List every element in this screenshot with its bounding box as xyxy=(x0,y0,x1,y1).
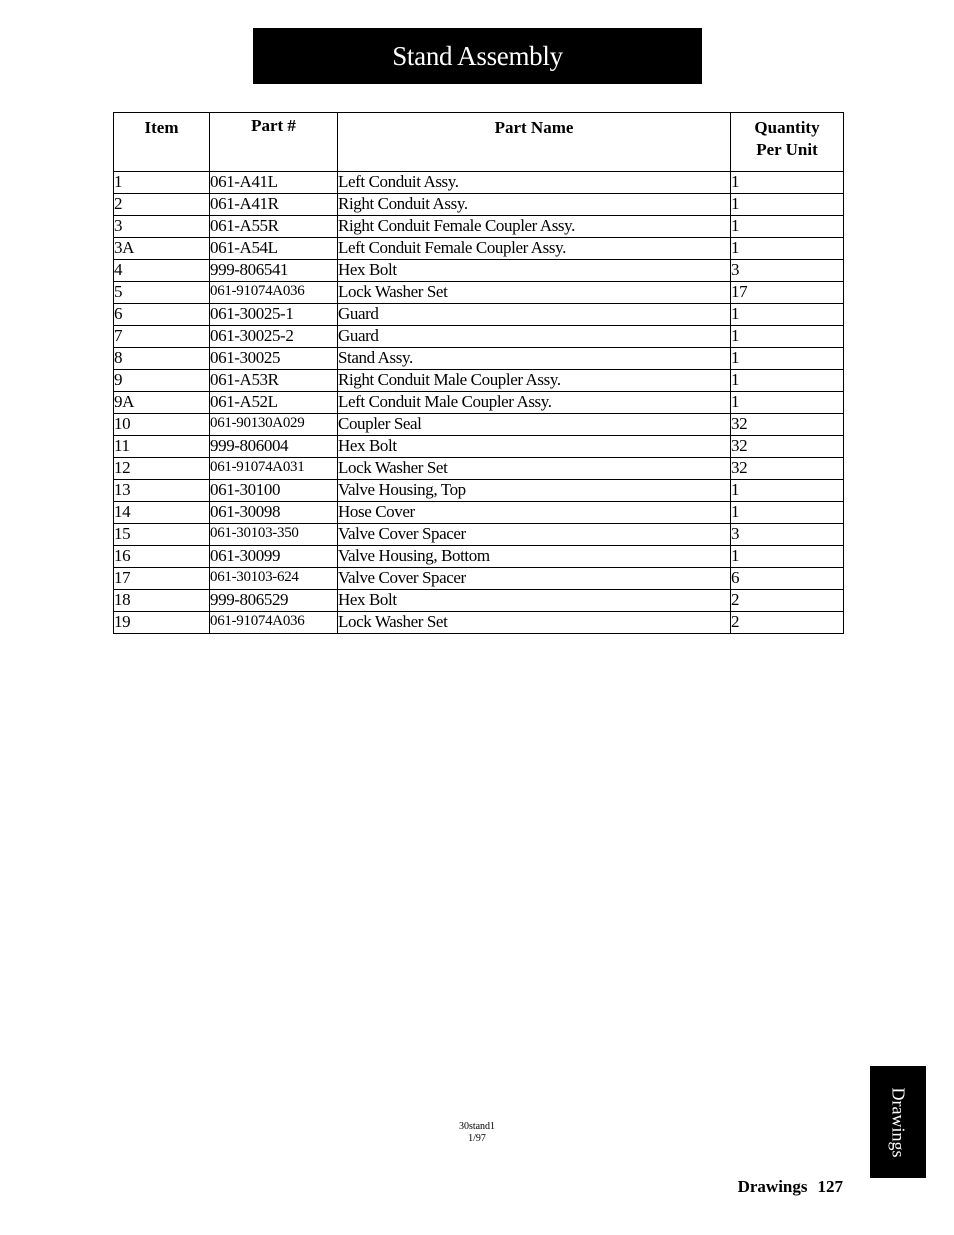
cell-item: 6 xyxy=(114,304,210,326)
header-part-name: Part Name xyxy=(338,113,731,172)
table-row xyxy=(114,546,844,568)
table-header-row xyxy=(114,113,844,172)
cell-part-name: Right Conduit Female Coupler Assy. xyxy=(338,216,731,238)
cell-part-name: Lock Washer Set xyxy=(338,612,731,634)
cell-part-number: 061-91074A036 xyxy=(210,282,338,304)
cell-quantity: 1 xyxy=(731,216,844,238)
cell-quantity: 1 xyxy=(731,546,844,568)
cell-part-number: 061-A52L xyxy=(210,392,338,414)
cell-quantity: 3 xyxy=(731,260,844,282)
table-row xyxy=(114,458,844,480)
cell-part-number: 061-30025-2 xyxy=(210,326,338,348)
cell-quantity: 1 xyxy=(731,480,844,502)
cell-item: 18 xyxy=(114,590,210,612)
page-number: 127 xyxy=(817,1177,843,1196)
cell-quantity: 1 xyxy=(731,370,844,392)
cell-quantity: 6 xyxy=(731,568,844,590)
cell-part-name: Hex Bolt xyxy=(338,590,731,612)
cell-quantity: 1 xyxy=(731,304,844,326)
cell-part-name: Left Conduit Assy. xyxy=(338,172,731,194)
table-row xyxy=(114,392,844,414)
cell-item: 13 xyxy=(114,480,210,502)
cell-item: 9 xyxy=(114,370,210,392)
parts-table-body xyxy=(114,172,844,634)
cell-part-name: Left Conduit Female Coupler Assy. xyxy=(338,238,731,260)
cell-part-number: 061-30098 xyxy=(210,502,338,524)
cell-item: 7 xyxy=(114,326,210,348)
cell-part-number: 061-91074A036 xyxy=(210,612,338,634)
page-title-text: Stand Assembly xyxy=(392,40,563,71)
cell-part-number: 061-A54L xyxy=(210,238,338,260)
cell-quantity: 3 xyxy=(731,524,844,546)
table-row xyxy=(114,370,844,392)
cell-part-name: Right Conduit Male Coupler Assy. xyxy=(338,370,731,392)
cell-part-number: 061-A53R xyxy=(210,370,338,392)
parts-table xyxy=(113,112,844,634)
table-row xyxy=(114,524,844,546)
cell-part-name: Lock Washer Set xyxy=(338,458,731,480)
cell-part-number: 061-A41R xyxy=(210,194,338,216)
cell-quantity: 32 xyxy=(731,414,844,436)
header-part-number-text: Part # xyxy=(251,116,296,135)
cell-part-name: Valve Cover Spacer xyxy=(338,524,731,546)
cell-part-number: 061-91074A031 xyxy=(210,458,338,480)
cell-part-name: Left Conduit Male Coupler Assy. xyxy=(338,392,731,414)
cell-part-name: Hex Bolt xyxy=(338,260,731,282)
cell-part-name: Guard xyxy=(338,326,731,348)
cell-item: 5 xyxy=(114,282,210,304)
cell-part-name: Lock Washer Set xyxy=(338,282,731,304)
table-row xyxy=(114,436,844,458)
table-row xyxy=(114,612,844,634)
table-row xyxy=(114,172,844,194)
cell-quantity: 1 xyxy=(731,348,844,370)
page-footer xyxy=(738,1177,843,1197)
cell-part-number: 061-A41L xyxy=(210,172,338,194)
cell-part-name: Right Conduit Assy. xyxy=(338,194,731,216)
table-row xyxy=(114,304,844,326)
table-row xyxy=(114,480,844,502)
cell-quantity: 1 xyxy=(731,502,844,524)
cell-part-number: 999-806004 xyxy=(210,436,338,458)
cell-quantity: 17 xyxy=(731,282,844,304)
cell-part-name: Valve Cover Spacer xyxy=(338,568,731,590)
cell-part-name: Hose Cover xyxy=(338,502,731,524)
table-row xyxy=(114,260,844,282)
cell-part-name: Coupler Seal xyxy=(338,414,731,436)
table-row xyxy=(114,194,844,216)
cell-quantity: 2 xyxy=(731,612,844,634)
table-row xyxy=(114,348,844,370)
header-part-number xyxy=(210,113,338,172)
table-row xyxy=(114,326,844,348)
cell-item: 3A xyxy=(114,238,210,260)
drawing-code xyxy=(437,1121,517,1145)
table-row xyxy=(114,414,844,436)
section-tab-label: Drawings xyxy=(888,1087,909,1157)
cell-quantity: 1 xyxy=(731,326,844,348)
cell-part-name: Guard xyxy=(338,304,731,326)
cell-item: 19 xyxy=(114,612,210,634)
cell-part-number: 999-806529 xyxy=(210,590,338,612)
cell-part-number: 061-30103-624 xyxy=(210,568,338,590)
header-item: Item xyxy=(114,113,210,172)
cell-item: 2 xyxy=(114,194,210,216)
cell-quantity: 1 xyxy=(731,392,844,414)
cell-part-name: Valve Housing, Bottom xyxy=(338,546,731,568)
cell-item: 1 xyxy=(114,172,210,194)
cell-part-number: 061-30103-350 xyxy=(210,524,338,546)
cell-item: 9A xyxy=(114,392,210,414)
table-row xyxy=(114,590,844,612)
cell-quantity: 1 xyxy=(731,172,844,194)
cell-item: 12 xyxy=(114,458,210,480)
cell-quantity: 2 xyxy=(731,590,844,612)
cell-part-number: 061-A55R xyxy=(210,216,338,238)
table-row xyxy=(114,568,844,590)
cell-item: 10 xyxy=(114,414,210,436)
cell-part-number: 061-90130A029 xyxy=(210,414,338,436)
cell-item: 14 xyxy=(114,502,210,524)
table-row xyxy=(114,502,844,524)
header-quantity-line1: Quantity xyxy=(754,118,820,137)
footer-section-label: Drawings xyxy=(737,1177,808,1196)
cell-item: 16 xyxy=(114,546,210,568)
cell-part-name: Stand Assy. xyxy=(338,348,731,370)
cell-quantity: 32 xyxy=(731,458,844,480)
cell-item: 4 xyxy=(114,260,210,282)
cell-part-number: 061-30025 xyxy=(210,348,338,370)
drawing-code-id: 30stand1 xyxy=(458,1121,496,1132)
cell-part-number: 061-30025-1 xyxy=(210,304,338,326)
cell-part-number: 999-806541 xyxy=(210,260,338,282)
cell-quantity: 32 xyxy=(731,436,844,458)
cell-item: 3 xyxy=(114,216,210,238)
drawing-code-date: 1/97 xyxy=(468,1133,486,1144)
table-row xyxy=(114,216,844,238)
section-tab xyxy=(870,1066,926,1178)
table-row xyxy=(114,282,844,304)
header-quantity-line2: Per Unit xyxy=(756,140,818,159)
cell-part-number: 061-30100 xyxy=(210,480,338,502)
cell-quantity: 1 xyxy=(731,238,844,260)
cell-item: 8 xyxy=(114,348,210,370)
cell-item: 17 xyxy=(114,568,210,590)
page-title xyxy=(253,28,702,84)
cell-part-name: Hex Bolt xyxy=(338,436,731,458)
cell-part-number: 061-30099 xyxy=(210,546,338,568)
cell-quantity: 1 xyxy=(731,194,844,216)
cell-item: 15 xyxy=(114,524,210,546)
table-row xyxy=(114,238,844,260)
header-quantity xyxy=(731,113,844,172)
cell-item: 11 xyxy=(114,436,210,458)
cell-part-name: Valve Housing, Top xyxy=(338,480,731,502)
